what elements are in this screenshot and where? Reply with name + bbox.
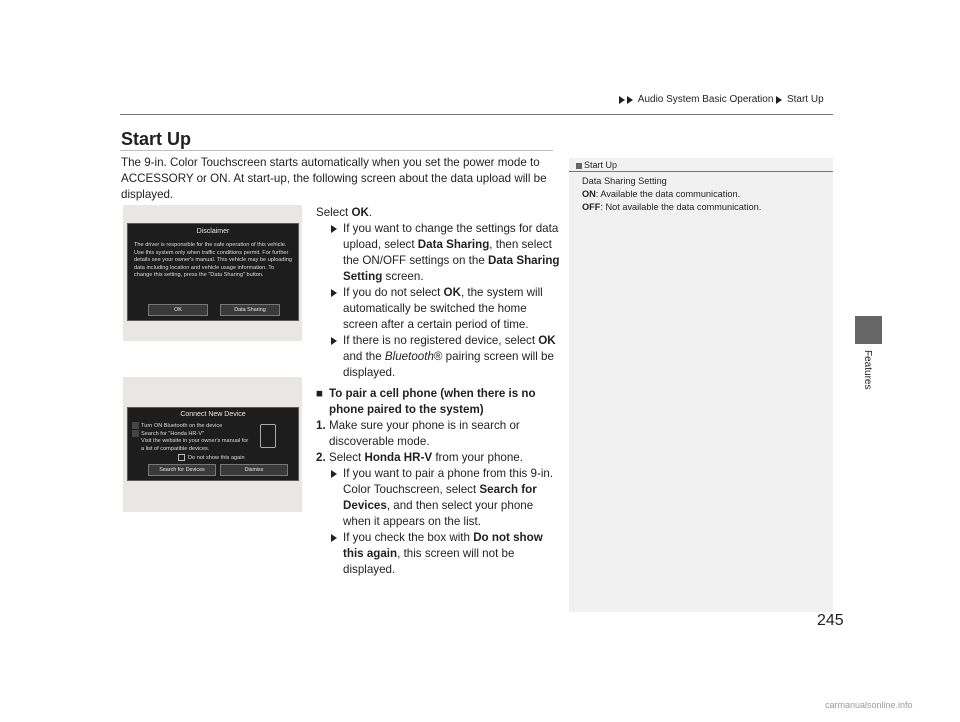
phone-icon xyxy=(260,424,276,448)
checkbox-icon[interactable] xyxy=(178,454,185,461)
b2-0c: , and then select your phone when it appears on the list. xyxy=(343,499,534,528)
step-1 xyxy=(316,418,561,450)
select-ok-bold: OK xyxy=(351,206,369,219)
off-text: : Not available the data communication. xyxy=(600,202,762,213)
sidebar-header xyxy=(576,160,617,170)
bullet-no-ok xyxy=(316,285,561,333)
step-number-icon xyxy=(132,430,139,437)
b1-1b: OK xyxy=(443,286,461,299)
disclaimer-screen xyxy=(127,223,299,321)
off-label: OFF xyxy=(582,202,601,213)
b1-2d: Bluetooth xyxy=(384,350,434,363)
section-tab-label: Features xyxy=(862,350,873,390)
b1-0d: Data Sharing Setting xyxy=(343,254,560,283)
dismiss-button[interactable]: Dismiss xyxy=(220,464,288,476)
do-not-show-checkbox[interactable] xyxy=(178,454,288,463)
bullet-arrow-icon xyxy=(331,534,337,542)
off-line xyxy=(582,201,822,214)
section-tab xyxy=(855,316,882,344)
bullet-no-device xyxy=(316,333,561,381)
connect-line3: Visit the website in your owner's manual for a list of compatible devices. xyxy=(141,438,249,452)
connect-device-screenshot xyxy=(123,377,302,512)
disclaimer-screenshot xyxy=(123,205,302,341)
bullet-arrow-icon xyxy=(331,225,337,233)
b2-0b: Search for Devices xyxy=(343,483,537,512)
step-2-number: 2. xyxy=(316,451,326,464)
on-text: : Available the data communication. xyxy=(595,189,741,200)
step-2 xyxy=(316,450,561,466)
ok-button[interactable]: OK xyxy=(148,304,208,316)
b1-2a: If there is no registered device, select xyxy=(343,334,539,347)
setting-title: Data Sharing Setting xyxy=(582,176,667,186)
step-1-text: Make sure your phone is in search or discoverable mode. xyxy=(329,419,520,448)
bullet-data-sharing xyxy=(316,221,561,285)
note-marker-icon xyxy=(576,163,582,169)
page-number: 245 xyxy=(817,612,844,629)
triangle-arrow-icon xyxy=(776,96,782,104)
square-bullet-icon: ■ xyxy=(316,387,324,400)
bullet-arrow-icon xyxy=(331,470,337,478)
select-ok-post: . xyxy=(368,206,373,219)
bullet-search-devices xyxy=(316,466,561,530)
instructions-column xyxy=(316,205,561,578)
b1-1c: , the system will automatically be switched the home screen after a certain period of time. xyxy=(343,286,543,331)
triangle-arrow-icon xyxy=(627,96,633,104)
breadcrumb-part1: Audio System Basic Operation xyxy=(637,94,774,105)
triangle-arrow-icon xyxy=(619,96,625,104)
title-rule xyxy=(120,150,553,151)
b1-2b: OK xyxy=(538,334,556,347)
b1-0c: , then select the ON/OFF settings on the xyxy=(343,238,552,267)
subheading-text: To pair a cell phone (when there is no phone paired to the system) xyxy=(329,387,536,416)
checkbox-label: Do not show this again xyxy=(188,454,245,461)
step-number-icon xyxy=(132,422,139,429)
b1-0e: screen. xyxy=(382,270,424,283)
step-2-pre: Select xyxy=(329,451,365,464)
b1-2c: and the xyxy=(343,350,385,363)
b1-1a: If you do not select xyxy=(343,286,444,299)
step-2-post: from your phone. xyxy=(432,451,523,464)
b1-0b: Data Sharing xyxy=(417,238,490,251)
search-for-devices-button[interactable]: Search for Devices xyxy=(148,464,216,476)
sidebar-note xyxy=(569,158,833,612)
connect-line1-text: Turn ON Bluetooth on the device xyxy=(141,422,223,429)
header-rule xyxy=(120,114,833,115)
breadcrumb-part2: Start Up xyxy=(786,94,824,105)
bullet-arrow-icon xyxy=(331,289,337,297)
subheading-pair-phone xyxy=(316,386,561,418)
connect-title: Connect New Device xyxy=(180,411,246,418)
sidebar-rule xyxy=(569,171,833,172)
disclaimer-title: Disclaimer xyxy=(196,228,230,235)
page-title: Start Up xyxy=(121,129,192,149)
b1-0a: If you want to change the settings for data upload, select xyxy=(343,222,559,251)
select-ok-pre: Select xyxy=(316,206,352,219)
b1-2e: ® pairing screen will be displayed. xyxy=(343,350,554,379)
bullet-do-not-show xyxy=(316,530,561,578)
sidebar-body xyxy=(582,175,822,215)
watermark: carmanualsonline.info xyxy=(825,700,913,710)
breadcrumb xyxy=(619,94,824,105)
sidebar-header-text: Start Up xyxy=(584,160,618,170)
b2-1c: , this screen will not be displayed. xyxy=(343,547,515,576)
intro-paragraph: The 9-in. Color Touchscreen starts automatically when you set the power mode to ACCESSORY or ON. At start-up, the following screen about the data upload will be displayed. xyxy=(121,156,547,201)
step-2-bold: Honda HR-V xyxy=(364,451,433,464)
b2-1a: If you check the box with xyxy=(343,531,474,544)
data-sharing-button[interactable]: Data Sharing xyxy=(220,304,280,316)
connect-device-screen xyxy=(127,407,299,481)
on-label: ON xyxy=(582,189,596,200)
step-1-number: 1. xyxy=(316,419,326,432)
b2-0a: If you want to pair a phone from this 9-in. Color Touchscreen, select xyxy=(343,467,554,496)
disclaimer-text: The driver is responsible for the safe operation of this vehicle. Use this system only when traffic conditions permit. For further details see your owner's manual. This vehicle may be uploading data including location and vehicle usage information. To change this setting, press the "Data Sharing" button. xyxy=(134,242,292,279)
bullet-arrow-icon xyxy=(331,337,337,345)
b2-1b: Do not show this again xyxy=(343,531,543,560)
select-ok-line xyxy=(316,205,561,221)
on-line xyxy=(582,188,822,201)
connect-line2-text: Search for "Honda HR-V" xyxy=(141,430,205,437)
